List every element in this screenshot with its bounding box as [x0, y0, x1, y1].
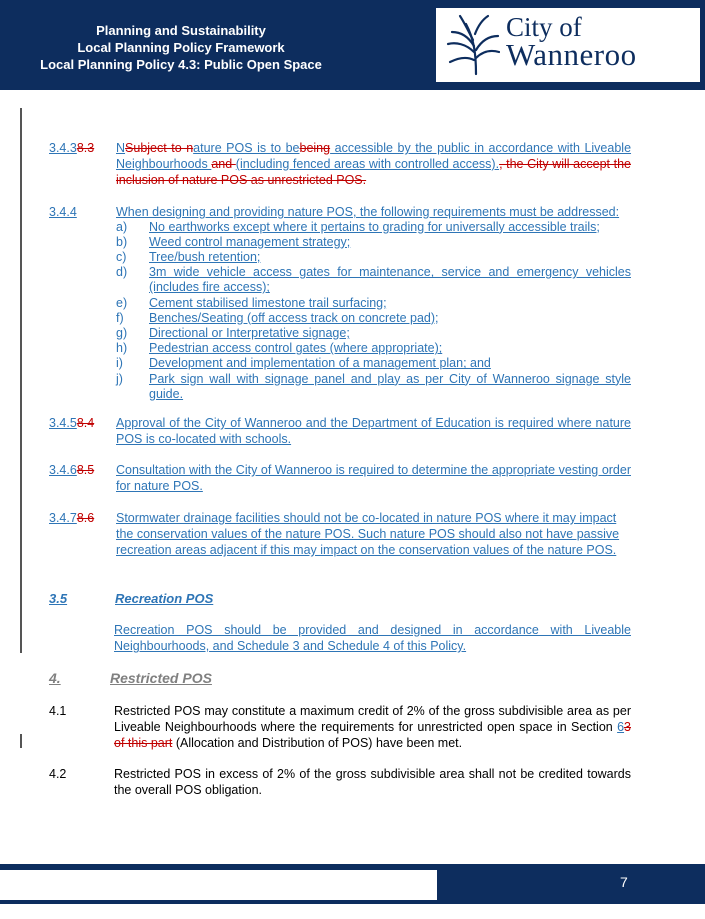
text-deleted: Subject to n — [125, 141, 194, 155]
page-number: 7 — [620, 874, 628, 890]
text-deleted: 3 of this part — [114, 720, 631, 750]
list-item — [116, 235, 631, 250]
section-number — [49, 510, 94, 526]
text-deleted: , the City will accept the inclusion of nature POS as unrestricted POS. — [116, 157, 631, 187]
number-inserted: 3.4.6 — [49, 463, 77, 477]
number-deleted: 8.5 — [76, 463, 95, 477]
section-4-title: Restricted POS — [110, 670, 212, 686]
list-item — [116, 341, 631, 356]
plant-emblem-icon — [446, 14, 500, 76]
text-inserted: N — [116, 141, 126, 155]
header-line-1: Planning and Sustainability — [96, 23, 266, 38]
text-plain: Restricted POS may constitute a maximum credit of 2% of the gross subdivisible area as per Liveable Neighbourhoods where the requirements for unrestricted open space in Section — [114, 704, 631, 734]
section-3-5-number: 3.5 — [49, 591, 68, 606]
list-item — [116, 220, 631, 235]
item-text: Park sign wall with signage panel and play as per City of Wanneroo signage style guide. — [149, 371, 631, 401]
section-number: 3.4.4 — [49, 205, 77, 219]
text-inserted: accessible by the public in accordance with Liveable Neighbourhoods — [116, 141, 632, 171]
city-logo — [436, 8, 700, 82]
list-item — [116, 265, 631, 295]
item-label: b) — [116, 234, 128, 249]
section-number — [49, 415, 94, 431]
number-inserted: 3.4.7 — [49, 511, 77, 525]
item-text: Weed control management strategy; — [149, 234, 351, 249]
text-plain: (Allocation and Distribution of POS) have been met. — [172, 736, 463, 750]
section-text: Approval of the City of Wanneroo and the Department of Education is required where nature POS is co-located with schools. — [116, 416, 631, 446]
section-text: Restricted POS in excess of 2% of the gross subdivisible area shall not be credited towards the overall POS obligation. — [114, 767, 631, 797]
section-number: 4.1 — [49, 704, 67, 718]
text-inserted: ature POS is to be — [193, 141, 300, 155]
section-text — [116, 140, 631, 188]
section-3-5-title: Recreation POS — [115, 591, 214, 606]
footer-white-panel — [0, 870, 437, 900]
page-footer — [0, 864, 705, 904]
text-inserted: 6 — [617, 720, 625, 734]
header-line-2: Local Planning Policy Framework — [77, 40, 285, 55]
number-inserted: 3.4.3 — [49, 141, 77, 155]
logo-city-text: City of — [506, 12, 582, 42]
section-number: 4.2 — [49, 767, 67, 781]
section-text: Recreation POS should be provided and designed in accordance with Liveable Neighbourhoods, and Schedule 3 and Schedule 4 of this Policy. — [114, 623, 631, 653]
section-number — [49, 140, 94, 156]
section-intro: When designing and providing nature POS, the following requirements must be addressed: — [116, 205, 620, 219]
section-text: Stormwater drainage facilities should not be co-located in nature POS where it may impact the conservation values of the nature POS. Such nature POS should also not have passive recreation areas adjacent if this may impact on the conservation values of the nature POS. — [116, 511, 620, 557]
item-label: d) — [116, 265, 128, 280]
item-label: h) — [116, 341, 128, 356]
section-text: Consultation with the City of Wanneroo is required to determine the appropriate vesting order for nature POS. — [116, 463, 631, 493]
number-inserted: 3.4.5 — [49, 416, 77, 430]
logo-wanneroo-text: Wanneroo — [506, 37, 637, 72]
item-label: f) — [116, 310, 124, 325]
item-text: Directional or Interpretative signage; — [149, 325, 350, 340]
number-deleted: 8.6 — [76, 511, 95, 525]
item-label: c) — [116, 249, 127, 264]
text-inserted: (including fenced areas with controlled access). — [235, 157, 500, 171]
item-label: i) — [116, 356, 123, 371]
item-text: Tree/bush retention; — [149, 249, 261, 264]
list-item — [116, 326, 631, 341]
section-4-number: 4. — [49, 670, 61, 686]
item-text: 3m wide vehicle access gates for maintenance, service and emergency vehicles (includes fire access); — [149, 265, 631, 295]
section-number — [49, 462, 94, 478]
item-text: Benches/Seating (off access track on concrete pad); — [149, 310, 439, 325]
text-deleted: being — [299, 141, 331, 155]
list-item — [116, 296, 631, 311]
number-deleted: 8.4 — [76, 416, 95, 430]
section-text — [114, 703, 631, 751]
requirements-list — [116, 220, 631, 402]
item-label: a) — [116, 219, 128, 234]
list-item — [116, 250, 631, 265]
page-header — [0, 0, 705, 90]
header-title — [0, 22, 362, 73]
text-deleted: and — [211, 157, 236, 171]
item-text: Development and implementation of a management plan; and — [149, 356, 491, 371]
list-item — [116, 372, 631, 402]
item-label: e) — [116, 295, 128, 310]
list-item — [116, 311, 631, 326]
change-bar — [20, 108, 22, 653]
header-line-3: Local Planning Policy 4.3: Public Open Space — [40, 57, 322, 72]
list-item — [116, 356, 631, 371]
item-text: Pedestrian access control gates (where appropriate); — [149, 341, 443, 356]
change-bar — [20, 734, 22, 748]
item-label: j) — [116, 371, 123, 386]
item-text: Cement stabilised limestone trail surfacing; — [149, 295, 387, 310]
number-deleted: 8.3 — [76, 141, 95, 155]
item-text: No earthworks except where it pertains to grading for universally accessible trails; — [149, 219, 600, 234]
item-label: g) — [116, 325, 128, 340]
